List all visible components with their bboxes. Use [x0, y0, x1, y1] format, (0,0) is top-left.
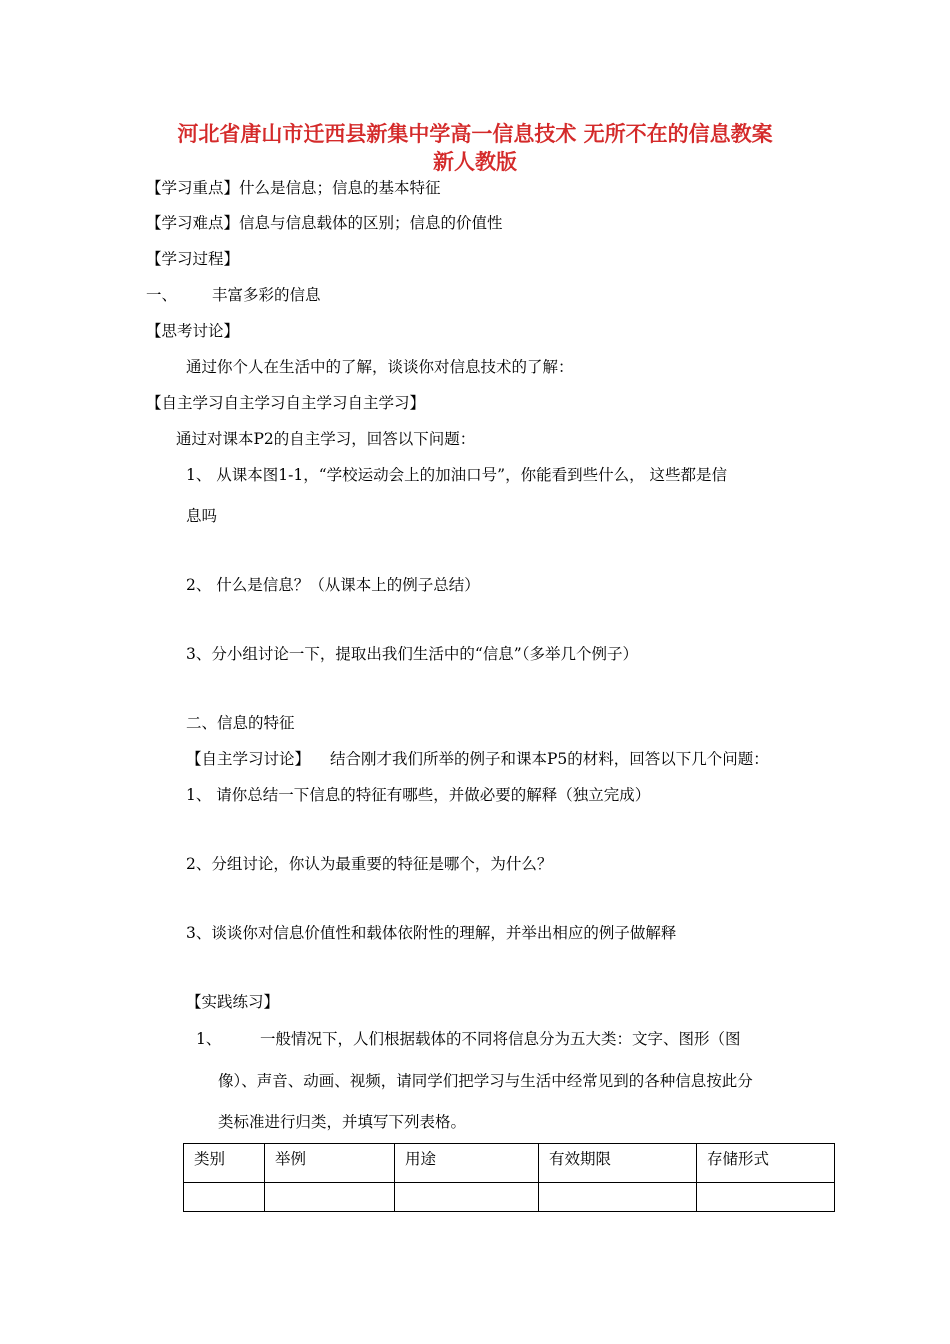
self-discuss-label: 【自主学习讨论】: [186, 750, 311, 768]
section1-number: 一、: [146, 286, 178, 304]
header-category: 类别: [184, 1144, 265, 1183]
think-discuss-text: 通过你个人在生活中的了解，谈谈你对信息技术的了解：: [186, 358, 574, 376]
discussion-3: 3、谈谈你对信息价值性和载体依附性的理解，并举出相应的例子做解释: [186, 924, 677, 942]
table-cell[interactable]: [395, 1183, 539, 1212]
document-title-line2: 新人教版: [433, 150, 517, 174]
question-3: 3、分小组讨论一下，提取出我们生活中的“信息”（多举几个例子）: [186, 645, 638, 663]
table-header-row: [184, 1144, 835, 1183]
section1-title: 丰富多彩的信息: [212, 286, 321, 304]
table-cell[interactable]: [184, 1183, 265, 1212]
self-study-heading: 【自主学习自主学习自主学习自主学习】: [146, 394, 426, 412]
document-title-line1: 河北省唐山市迁西县新集中学高一信息技术 无所不在的信息教案: [177, 122, 773, 146]
question-2: 2、 什么是信息？（从课本上的例子总结）: [186, 576, 480, 594]
header-example: 举例: [265, 1144, 395, 1183]
learning-process-heading: 【学习过程】: [146, 250, 240, 268]
header-validity: 有效期限: [539, 1144, 697, 1183]
section2-title: 二、信息的特征: [186, 714, 295, 732]
practice-heading: 【实践练习】: [186, 993, 280, 1011]
header-purpose: 用途: [395, 1144, 539, 1183]
practice-1-line1: 一般情况下，人们根据载体的不同将信息分为五大类：文字、图形（图: [260, 1030, 741, 1048]
table-row: [184, 1183, 835, 1212]
discussion-1: 1、 请你总结一下信息的特征有哪些，并做必要的解释（独立完成）: [186, 786, 651, 804]
question-1-line2: 息吗: [186, 507, 218, 525]
learning-difficulty: 【学习难点】信息与信息载体的区别；信息的价值性: [146, 214, 503, 232]
practice-1-number: 1、: [196, 1030, 222, 1048]
discussion-2: 2、分组讨论，你认为最重要的特征是哪个，为什么？: [186, 855, 553, 873]
practice-1-line3: 类标准进行归类，并填写下列表格。: [218, 1113, 467, 1131]
practice-1-line2: 像）、声音、动画、视频，请同学们把学习与生活中经常见到的各种信息按此分: [218, 1072, 753, 1090]
learning-focus: 【学习重点】什么是信息；信息的基本特征: [146, 179, 441, 197]
header-storage: 存储形式: [697, 1144, 835, 1183]
self-discuss-text: 结合刚才我们所举的例子和课本P5的材料，回答以下几个问题：: [330, 750, 769, 768]
table-cell[interactable]: [265, 1183, 395, 1212]
classification-table: [183, 1143, 835, 1212]
think-discuss-heading: 【思考讨论】: [146, 322, 240, 340]
self-study-text: 通过对课本P2的自主学习，回答以下问题：: [176, 430, 476, 448]
question-1-line1: 1、 从课本图1-1，“学校运动会上的加油口号”，你能看到些什么， 这些都是信: [186, 466, 728, 484]
table-cell[interactable]: [539, 1183, 697, 1212]
table-cell[interactable]: [697, 1183, 835, 1212]
